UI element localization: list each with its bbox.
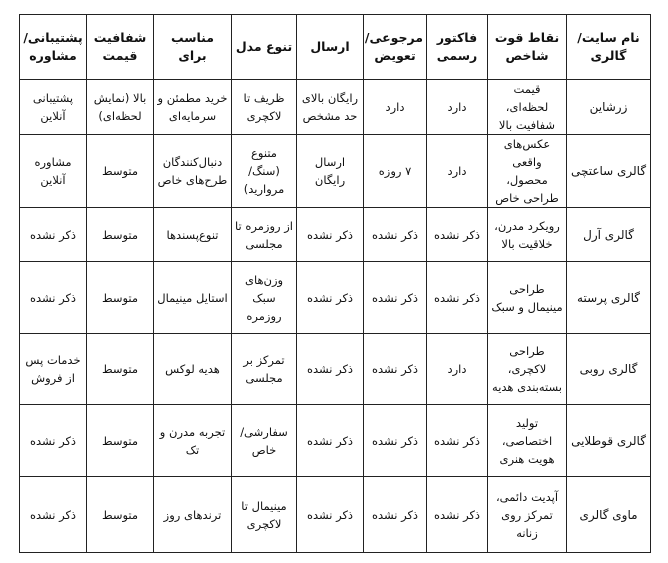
header-support: پشتیبانی/مشاوره	[20, 15, 87, 80]
header-site-name: نام سایت/گالری	[567, 15, 651, 80]
cell-shipping: ذکر نشده	[297, 477, 364, 553]
header-price-transparency: شفافیت قیمت	[87, 15, 154, 80]
cell-returns: ذکر نشده	[364, 477, 427, 553]
cell-suitable-for: خرید مطمئن و سرمایه‌ای	[154, 80, 232, 135]
cell-returns: ۷ روزه	[364, 135, 427, 208]
cell-site-name: گالری روبی	[567, 334, 651, 405]
table-row	[20, 208, 651, 262]
cell-site-name: گالری پرسته	[567, 262, 651, 334]
cell-support: خدمات پس از فروش	[20, 334, 87, 405]
cell-site-name: ماوی گالری	[567, 477, 651, 553]
cell-site-name: گالری ساعتچی	[567, 135, 651, 208]
table-row	[20, 262, 651, 334]
cell-official-invoice: ذکر نشده	[427, 405, 488, 477]
cell-suitable-for: دنبال‌کنندگان طرح‌های خاص	[154, 135, 232, 208]
cell-support: ذکر نشده	[20, 262, 87, 334]
cell-price-transparency: متوسط	[87, 334, 154, 405]
cell-key-strengths: تولید اختصاصی، هویت هنری	[488, 405, 567, 477]
cell-price-transparency: متوسط	[87, 477, 154, 553]
cell-key-strengths: رویکرد مدرن، خلاقیت بالا	[488, 208, 567, 262]
cell-suitable-for: هدیه لوکس	[154, 334, 232, 405]
cell-model-variety: متنوع (سنگ/مروارید)	[232, 135, 297, 208]
table-row	[20, 334, 651, 405]
cell-suitable-for: تنوع‌پسندها	[154, 208, 232, 262]
cell-official-invoice: ذکر نشده	[427, 262, 488, 334]
cell-returns: ذکر نشده	[364, 262, 427, 334]
header-suitable-for: مناسب برای	[154, 15, 232, 80]
cell-support: مشاوره آنلاین	[20, 135, 87, 208]
cell-support: ذکر نشده	[20, 208, 87, 262]
table-row	[20, 80, 651, 135]
cell-price-transparency: متوسط	[87, 208, 154, 262]
cell-model-variety: از روزمره تا مجلسی	[232, 208, 297, 262]
cell-shipping: ذکر نشده	[297, 208, 364, 262]
cell-key-strengths: قیمت لحظه‌ای، شفافیت بالا	[488, 80, 567, 135]
header-official-invoice: فاکتور رسمی	[427, 15, 488, 80]
cell-model-variety: ظریف تا لاکچری	[232, 80, 297, 135]
cell-key-strengths: طراحی لاکچری، بسته‌بندی هدیه	[488, 334, 567, 405]
header-model-variety: تنوع مدل	[232, 15, 297, 80]
comparison-table-container	[19, 14, 650, 543]
cell-site-name: گالری قوطلایی	[567, 405, 651, 477]
cell-price-transparency: متوسط	[87, 262, 154, 334]
cell-official-invoice: ذکر نشده	[427, 477, 488, 553]
cell-key-strengths: آپدیت دائمی، تمرکز روی زنانه	[488, 477, 567, 553]
table-row	[20, 405, 651, 477]
cell-shipping: ذکر نشده	[297, 405, 364, 477]
cell-model-variety: سفارشی/خاص	[232, 405, 297, 477]
cell-model-variety: وزن‌های سبک روزمره	[232, 262, 297, 334]
cell-price-transparency: متوسط	[87, 135, 154, 208]
header-returns: مرجوعی/تعویض	[364, 15, 427, 80]
cell-official-invoice: دارد	[427, 80, 488, 135]
cell-site-name: گالری آرل	[567, 208, 651, 262]
cell-shipping: ذکر نشده	[297, 334, 364, 405]
table-row	[20, 477, 651, 553]
cell-key-strengths: طراحی مینیمال و سبک	[488, 262, 567, 334]
cell-shipping: ذکر نشده	[297, 262, 364, 334]
cell-model-variety: مینیمال تا لاکچری	[232, 477, 297, 553]
cell-returns: ذکر نشده	[364, 208, 427, 262]
cell-support: پشتیبانی آنلاین	[20, 80, 87, 135]
cell-official-invoice: ذکر نشده	[427, 208, 488, 262]
cell-key-strengths: عکس‌های واقعی محصول، طراحی خاص	[488, 135, 567, 208]
cell-shipping: ارسال رایگان	[297, 135, 364, 208]
header-row	[20, 15, 651, 80]
table-row	[20, 135, 651, 208]
cell-suitable-for: تجربه مدرن و تک	[154, 405, 232, 477]
header-shipping: ارسال	[297, 15, 364, 80]
cell-site-name: زرشاین	[567, 80, 651, 135]
cell-official-invoice: دارد	[427, 135, 488, 208]
comparison-table	[19, 14, 651, 553]
cell-returns: ذکر نشده	[364, 334, 427, 405]
cell-suitable-for: ترندهای روز	[154, 477, 232, 553]
cell-price-transparency: بالا (نمایش لحظه‌ای)	[87, 80, 154, 135]
cell-returns: ذکر نشده	[364, 405, 427, 477]
header-key-strengths: نقاط قوت شاخص	[488, 15, 567, 80]
cell-support: ذکر نشده	[20, 477, 87, 553]
cell-model-variety: تمرکز بر مجلسی	[232, 334, 297, 405]
cell-price-transparency: متوسط	[87, 405, 154, 477]
cell-returns: دارد	[364, 80, 427, 135]
cell-shipping: رایگان بالای حد مشخص	[297, 80, 364, 135]
cell-official-invoice: دارد	[427, 334, 488, 405]
cell-suitable-for: استایل مینیمال	[154, 262, 232, 334]
cell-support: ذکر نشده	[20, 405, 87, 477]
